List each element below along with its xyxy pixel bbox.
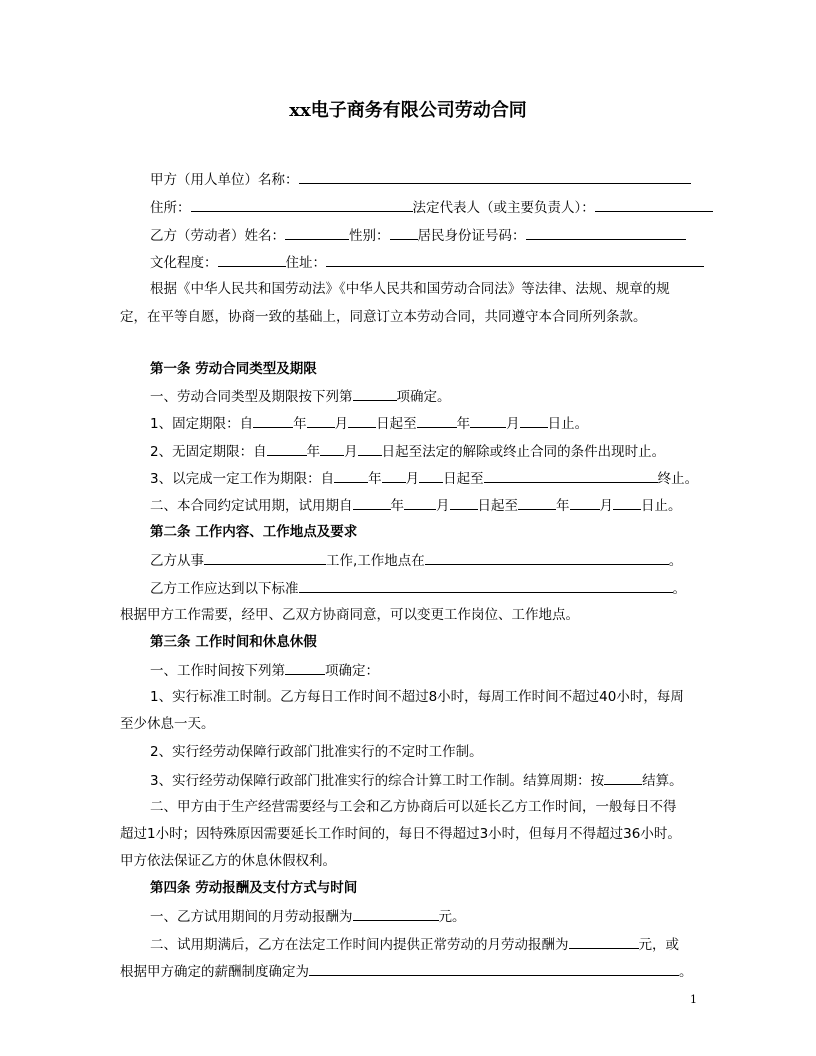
party-a-address-line <box>150 198 713 217</box>
text: 止。 <box>654 498 682 514</box>
month-label: 月 <box>599 498 613 514</box>
blank <box>299 579 673 593</box>
document-title: xx电子商务有限公司劳动合同 <box>289 100 527 121</box>
text: 一、工作时间按下列第 <box>150 663 285 679</box>
article-3-para-2-line-1: 1、实行标准工时制。乙方每日工作时间不超过8小时，每周工作时间不超过40小时，每周 <box>150 689 684 705</box>
blank <box>267 442 307 456</box>
year-label: 年 <box>556 498 570 514</box>
article-4-heading: 第四条 劳动报酬及支付方式与时间 <box>150 880 358 896</box>
text: 一、劳动合同类型及期限按下列第 <box>150 389 353 405</box>
party-b-line <box>150 226 686 245</box>
article-2-heading: 第二条 工作内容、工作地点及要求 <box>150 524 358 540</box>
month-label: 月 <box>334 416 349 432</box>
party-a-name-blank <box>299 170 691 184</box>
blank <box>309 962 679 976</box>
text: 2、无固定期限：自 <box>150 444 267 460</box>
party-a-name-label: 甲方（用人单位）名称： <box>150 172 299 188</box>
blank <box>358 442 382 456</box>
blank <box>520 414 548 428</box>
blank <box>470 414 506 428</box>
blank <box>285 661 325 675</box>
month-label: 月 <box>506 416 520 432</box>
text: 二、本合同约定试用期，试用期自 <box>150 498 353 514</box>
year-label: 年 <box>306 444 321 460</box>
gender-label: 性别： <box>349 228 390 244</box>
blank <box>425 551 669 565</box>
education-blank <box>218 253 286 267</box>
text: 乙方工作应达到以下标准 <box>150 581 299 597</box>
text: 止。 <box>561 416 589 432</box>
party-b-address-label: 住址： <box>285 255 326 271</box>
month-label: 月 <box>436 498 450 514</box>
blank <box>253 414 293 428</box>
text: 项确定： <box>325 663 379 679</box>
blank <box>334 469 368 483</box>
text: 根据甲方确定的薪酬制度确定为 <box>120 964 309 980</box>
blank <box>518 496 556 510</box>
text: 一、乙方试用期间的月劳动报酬为 <box>150 909 353 925</box>
day-label: 日 <box>547 416 562 432</box>
text: 1、固定期限：自 <box>150 416 254 432</box>
legal-rep-blank <box>595 198 713 212</box>
blank <box>353 496 391 510</box>
article-4-para-1 <box>150 907 466 926</box>
article-1-para-4 <box>150 469 698 488</box>
legal-rep-label: 法定代表人（或主要负责人）： <box>412 200 595 216</box>
blank <box>307 414 335 428</box>
party-b-address-blank <box>326 253 704 267</box>
blank <box>320 442 344 456</box>
text: 3、实行经劳动保障行政部门批准实行的综合计算工时工作制。结算周期：按 <box>150 773 605 789</box>
party-b-education-line <box>150 253 704 272</box>
blank <box>604 771 642 785</box>
day-label: 日 <box>641 498 655 514</box>
blank <box>613 496 641 510</box>
article-3-heading: 第三条 工作时间和休息休假 <box>150 634 317 650</box>
blank <box>348 414 376 428</box>
text: 。 <box>679 964 693 980</box>
party-b-name-label: 乙方（劳动者）姓名： <box>150 228 285 244</box>
text: 日起至 <box>443 471 484 487</box>
article-1-heading: 第一条 劳动合同类型及期限 <box>150 361 317 377</box>
article-1-para-2 <box>150 414 588 433</box>
year-label: 年 <box>293 416 307 432</box>
text: 元。 <box>438 909 466 925</box>
article-3-para-5-line-1: 二、甲方由于生产经营需要经与工会和乙方协商后可以延长乙方工作时间，一般每日不得 <box>150 799 677 815</box>
blank <box>404 496 436 510</box>
id-number-blank <box>526 226 686 240</box>
article-4-para-2 <box>150 935 679 954</box>
blank <box>484 469 658 483</box>
blank <box>417 414 457 428</box>
article-3-para-1 <box>150 661 379 680</box>
address-blank <box>191 198 413 212</box>
party-a-name-line <box>150 170 691 189</box>
text: 乙方从事 <box>150 553 204 569</box>
article-4-para-3 <box>120 962 693 981</box>
page-number: 1 <box>690 993 697 1006</box>
text: 3、以完成一定工作为期限：自 <box>150 471 335 487</box>
article-3-para-5-line-3: 甲方依法保证乙方的休息休假权利。 <box>120 853 336 869</box>
text: 。 <box>668 553 683 569</box>
blank <box>382 469 406 483</box>
article-2-para-2 <box>150 579 686 598</box>
text: 项确定。 <box>396 389 451 405</box>
article-1-para-3 <box>150 442 665 461</box>
year-label: 年 <box>456 416 471 432</box>
article-1-para-5 <box>150 496 682 515</box>
text: 终止。 <box>657 471 699 487</box>
month-label: 月 <box>344 444 358 460</box>
party-b-name-blank <box>285 226 349 240</box>
blank <box>569 935 639 949</box>
month-label: 月 <box>405 471 420 487</box>
education-label: 文化程度： <box>150 255 218 271</box>
blank <box>353 907 439 921</box>
article-3-para-3: 2、实行经劳动保障行政部门批准实行的不定时工作制。 <box>150 744 483 760</box>
text: 二、试用期满后，乙方在法定工作时间内提供正常劳动的月劳动报酬为 <box>150 937 569 953</box>
blank <box>450 496 478 510</box>
article-2-para-1 <box>150 551 682 570</box>
article-3-para-4 <box>150 771 683 790</box>
blank <box>353 387 397 401</box>
text: 日起至 <box>376 416 417 432</box>
preamble-line-2: 定，在平等自愿，协商一致的基础上，同意订立本劳动合同，共同遵守本合同所列条款。 <box>120 309 647 325</box>
text: 日起至 <box>477 498 518 514</box>
address-label: 住所： <box>150 200 191 216</box>
text: 结算。 <box>642 773 683 789</box>
year-label: 年 <box>368 471 382 487</box>
article-2-para-3: 根据甲方工作需要，经甲、乙双方协商同意，可以变更工作岗位、工作地点。 <box>120 607 579 623</box>
blank <box>419 469 443 483</box>
article-3-para-2-line-2: 至少休息一天。 <box>120 716 215 732</box>
text: 日起至法定的解除或终止合同的条件出现时止。 <box>381 444 666 460</box>
gender-blank <box>390 226 418 240</box>
article-1-para-1 <box>150 387 451 406</box>
preamble-line-1: 根据《中华人民共和国劳动法》《中华人民共和国劳动合同法》等法律、法规、规章的规 <box>150 281 670 297</box>
blank <box>204 551 326 565</box>
text: 工作,工作地点在 <box>326 553 425 569</box>
year-label: 年 <box>390 498 404 514</box>
article-3-para-5-line-2: 超过1小时；因特殊原因需要延长工作时间的，每日不得超过3小时，但每月不得超过36小时。 <box>120 826 681 842</box>
blank <box>570 496 600 510</box>
text: 。 <box>672 581 686 597</box>
text: 元，或 <box>638 937 679 953</box>
id-number-label: 居民身份证号码： <box>417 228 526 244</box>
